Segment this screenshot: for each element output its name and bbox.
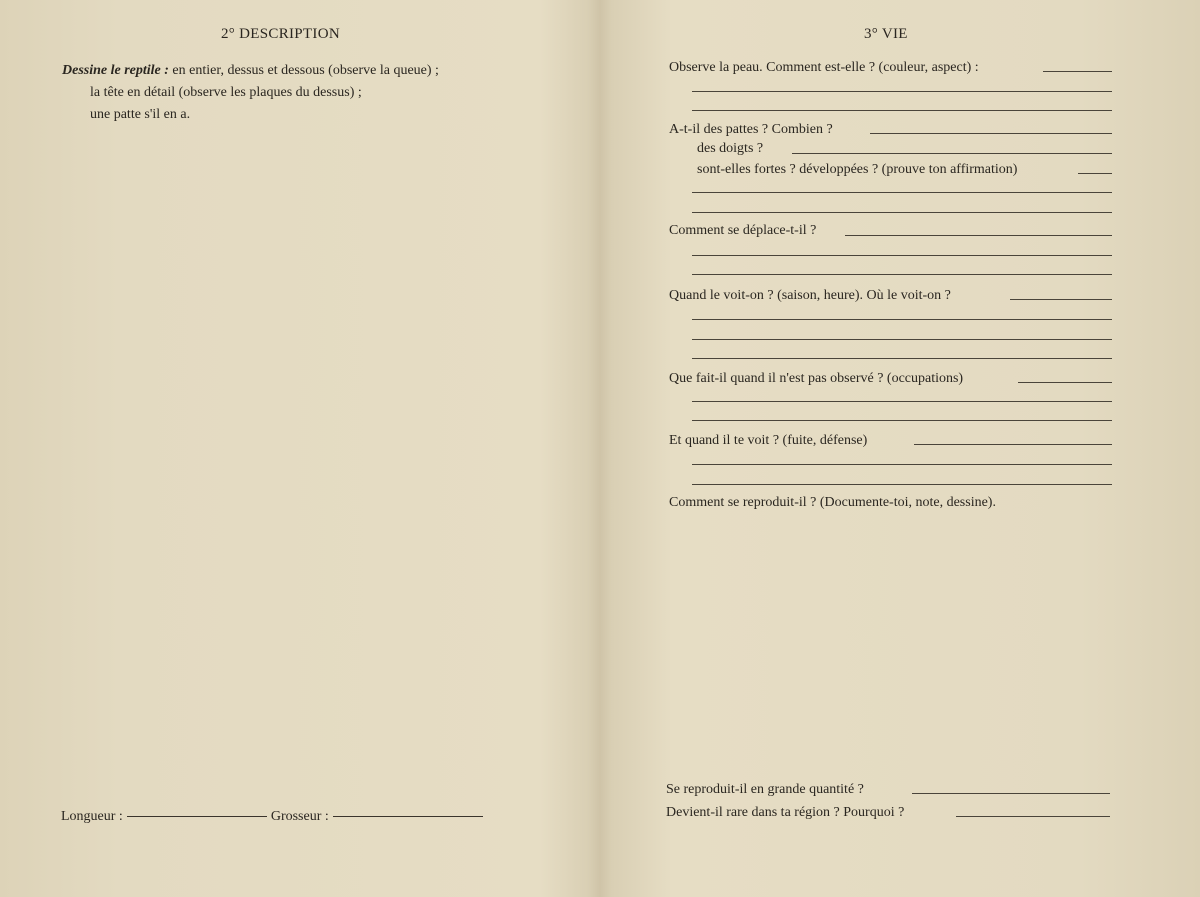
question-occupations-text: Que fait-il quand il n'est pas observé ? (occupations): [669, 371, 964, 386]
width-label: Grosseur :: [270, 809, 329, 824]
answer-line[interactable]: [914, 444, 1112, 445]
answer-line[interactable]: [692, 212, 1112, 213]
answer-line[interactable]: [692, 110, 1112, 111]
instruction-head: la tête en détail (observe les plaques du dessus) ;: [90, 85, 362, 100]
life-heading: 3° VIE: [864, 26, 908, 42]
instruction-lead: Dessine le reptile :: [62, 63, 169, 78]
answer-line[interactable]: [692, 192, 1112, 193]
answer-line[interactable]: [845, 235, 1112, 236]
measurements-row: [61, 809, 487, 825]
answer-line[interactable]: [692, 484, 1112, 485]
question-toes: [697, 141, 763, 157]
answer-line[interactable]: [692, 358, 1112, 359]
question-movement-text: Comment se déplace-t-il ?: [669, 223, 817, 238]
width-blank[interactable]: [333, 816, 483, 817]
length-label: Longueur :: [61, 809, 123, 824]
answer-line[interactable]: [1018, 382, 1112, 383]
question-strong-legs-text: sont-elles fortes ? développées ? (prouve ton affirmation): [697, 162, 1018, 177]
instruction-leg: une patte s'il en a.: [90, 107, 191, 122]
question-when-seen-text: Quand le voit-on ? (saison, heure). Où le voit-on ?: [669, 288, 951, 303]
question-legs: [669, 122, 833, 138]
question-skin-text: Observe la peau. Comment est-elle ? (couleur, aspect) :: [669, 60, 979, 75]
question-occupations: [669, 371, 963, 387]
question-strong-legs: [697, 162, 1017, 178]
answer-line[interactable]: [870, 133, 1112, 134]
drawing-instructions: [62, 60, 439, 126]
question-toes-text: des doigts ?: [697, 141, 764, 156]
answer-line[interactable]: [1043, 71, 1112, 72]
question-movement: [669, 223, 816, 239]
answer-line[interactable]: [792, 153, 1112, 154]
answer-line[interactable]: [692, 255, 1112, 256]
instruction-rest: en entier, dessus et dessous (observe la queue) ;: [172, 63, 439, 78]
answer-line[interactable]: [1010, 299, 1112, 300]
question-reproduction: [669, 495, 996, 511]
question-quantity-text: Se reproduit-il en grande quantité ?: [666, 782, 864, 797]
question-defense-text: Et quand il te voit ? (fuite, défense): [669, 433, 868, 448]
question-rarity: [666, 805, 904, 821]
question-legs-text: A-t-il des pattes ? Combien ?: [669, 122, 833, 137]
question-defense: [669, 433, 867, 449]
answer-line[interactable]: [692, 420, 1112, 421]
answer-line[interactable]: [912, 793, 1110, 794]
left-page: [0, 0, 597, 897]
answer-line[interactable]: [692, 339, 1112, 340]
answer-line[interactable]: [956, 816, 1110, 817]
length-blank[interactable]: [127, 816, 267, 817]
answer-line[interactable]: [692, 319, 1112, 320]
question-quantity: [666, 782, 864, 798]
question-when-seen: [669, 288, 951, 304]
question-skin: [669, 60, 979, 76]
description-heading: 2° DESCRIPTION: [221, 26, 340, 42]
answer-line[interactable]: [692, 401, 1112, 402]
answer-line[interactable]: [692, 91, 1112, 92]
answer-line[interactable]: [692, 274, 1112, 275]
question-rarity-text: Devient-il rare dans ta région ? Pourquoi ?: [666, 805, 905, 820]
answer-line[interactable]: [692, 464, 1112, 465]
question-reproduction-text: Comment se reproduit-il ? (Documente-toi, note, dessine).: [669, 495, 996, 510]
answer-line[interactable]: [1078, 173, 1112, 174]
